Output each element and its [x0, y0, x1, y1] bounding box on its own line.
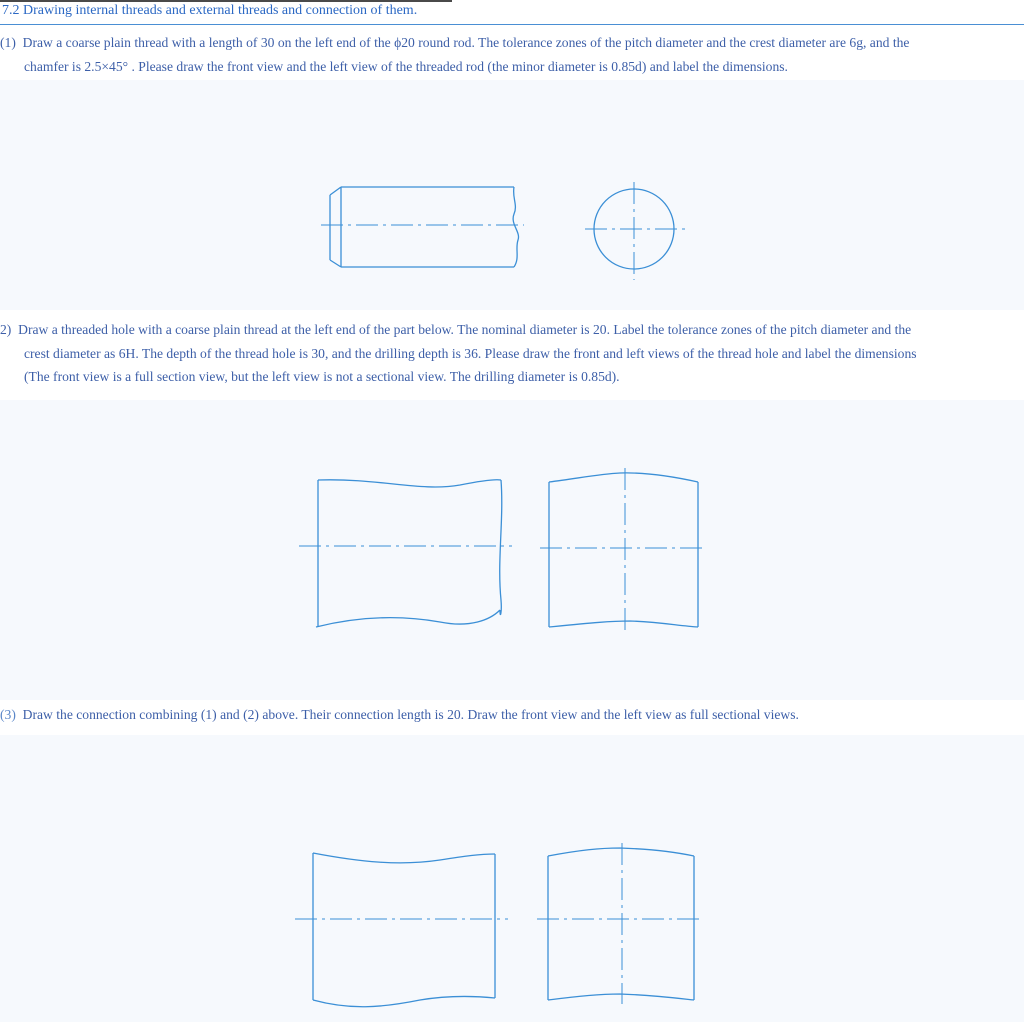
- section-title: 7.2 Drawing internal threads and external threads and connection of them.: [2, 3, 418, 18]
- question-3-number: (3): [0, 707, 16, 722]
- question-3-text-1: Draw the connection combining (1) and (2) above. Their connection length is 20. Draw the front view and the left view as full sectional views.: [22, 707, 799, 722]
- part-left-view: [540, 468, 706, 632]
- question-2-text-1: Draw a threaded hole with a coarse plain thread at the left end of the part below. The nominal diameter is 20. Label the tolerance zones of the pitch diameter and the: [18, 322, 912, 337]
- question-2-line-2: crest diameter as 6H. The depth of the thread hole is 30, and the drilling depth is 36. Please draw the front and left views of the thread hole and label the dimensions: [24, 345, 917, 361]
- connection-left-view: [537, 843, 702, 1004]
- rod-left-view: [585, 182, 688, 280]
- question-1-line-2: chamfer is 2.5×45° . Please draw the front view and the left view of the threaded rod (the minor diameter is 0.85d) and label the dimensions.: [24, 58, 788, 74]
- question-1-number: (1): [0, 35, 16, 50]
- question-2-line-3: (The front view is a full section view, but the left view is not a sectional view. The drilling diameter is 0.85d).: [24, 369, 620, 384]
- connection-front-view: [295, 853, 508, 1007]
- part-front-view: [299, 480, 512, 627]
- question-1-text-1: Draw a coarse plain thread with a length of 30 on the left end of the ϕ20 round rod. The tolerance zones of the pitch diameter and the crest diameter are 6g, and the: [22, 35, 910, 50]
- rod-front-view: [321, 187, 524, 267]
- question-2-number: 2): [0, 322, 12, 337]
